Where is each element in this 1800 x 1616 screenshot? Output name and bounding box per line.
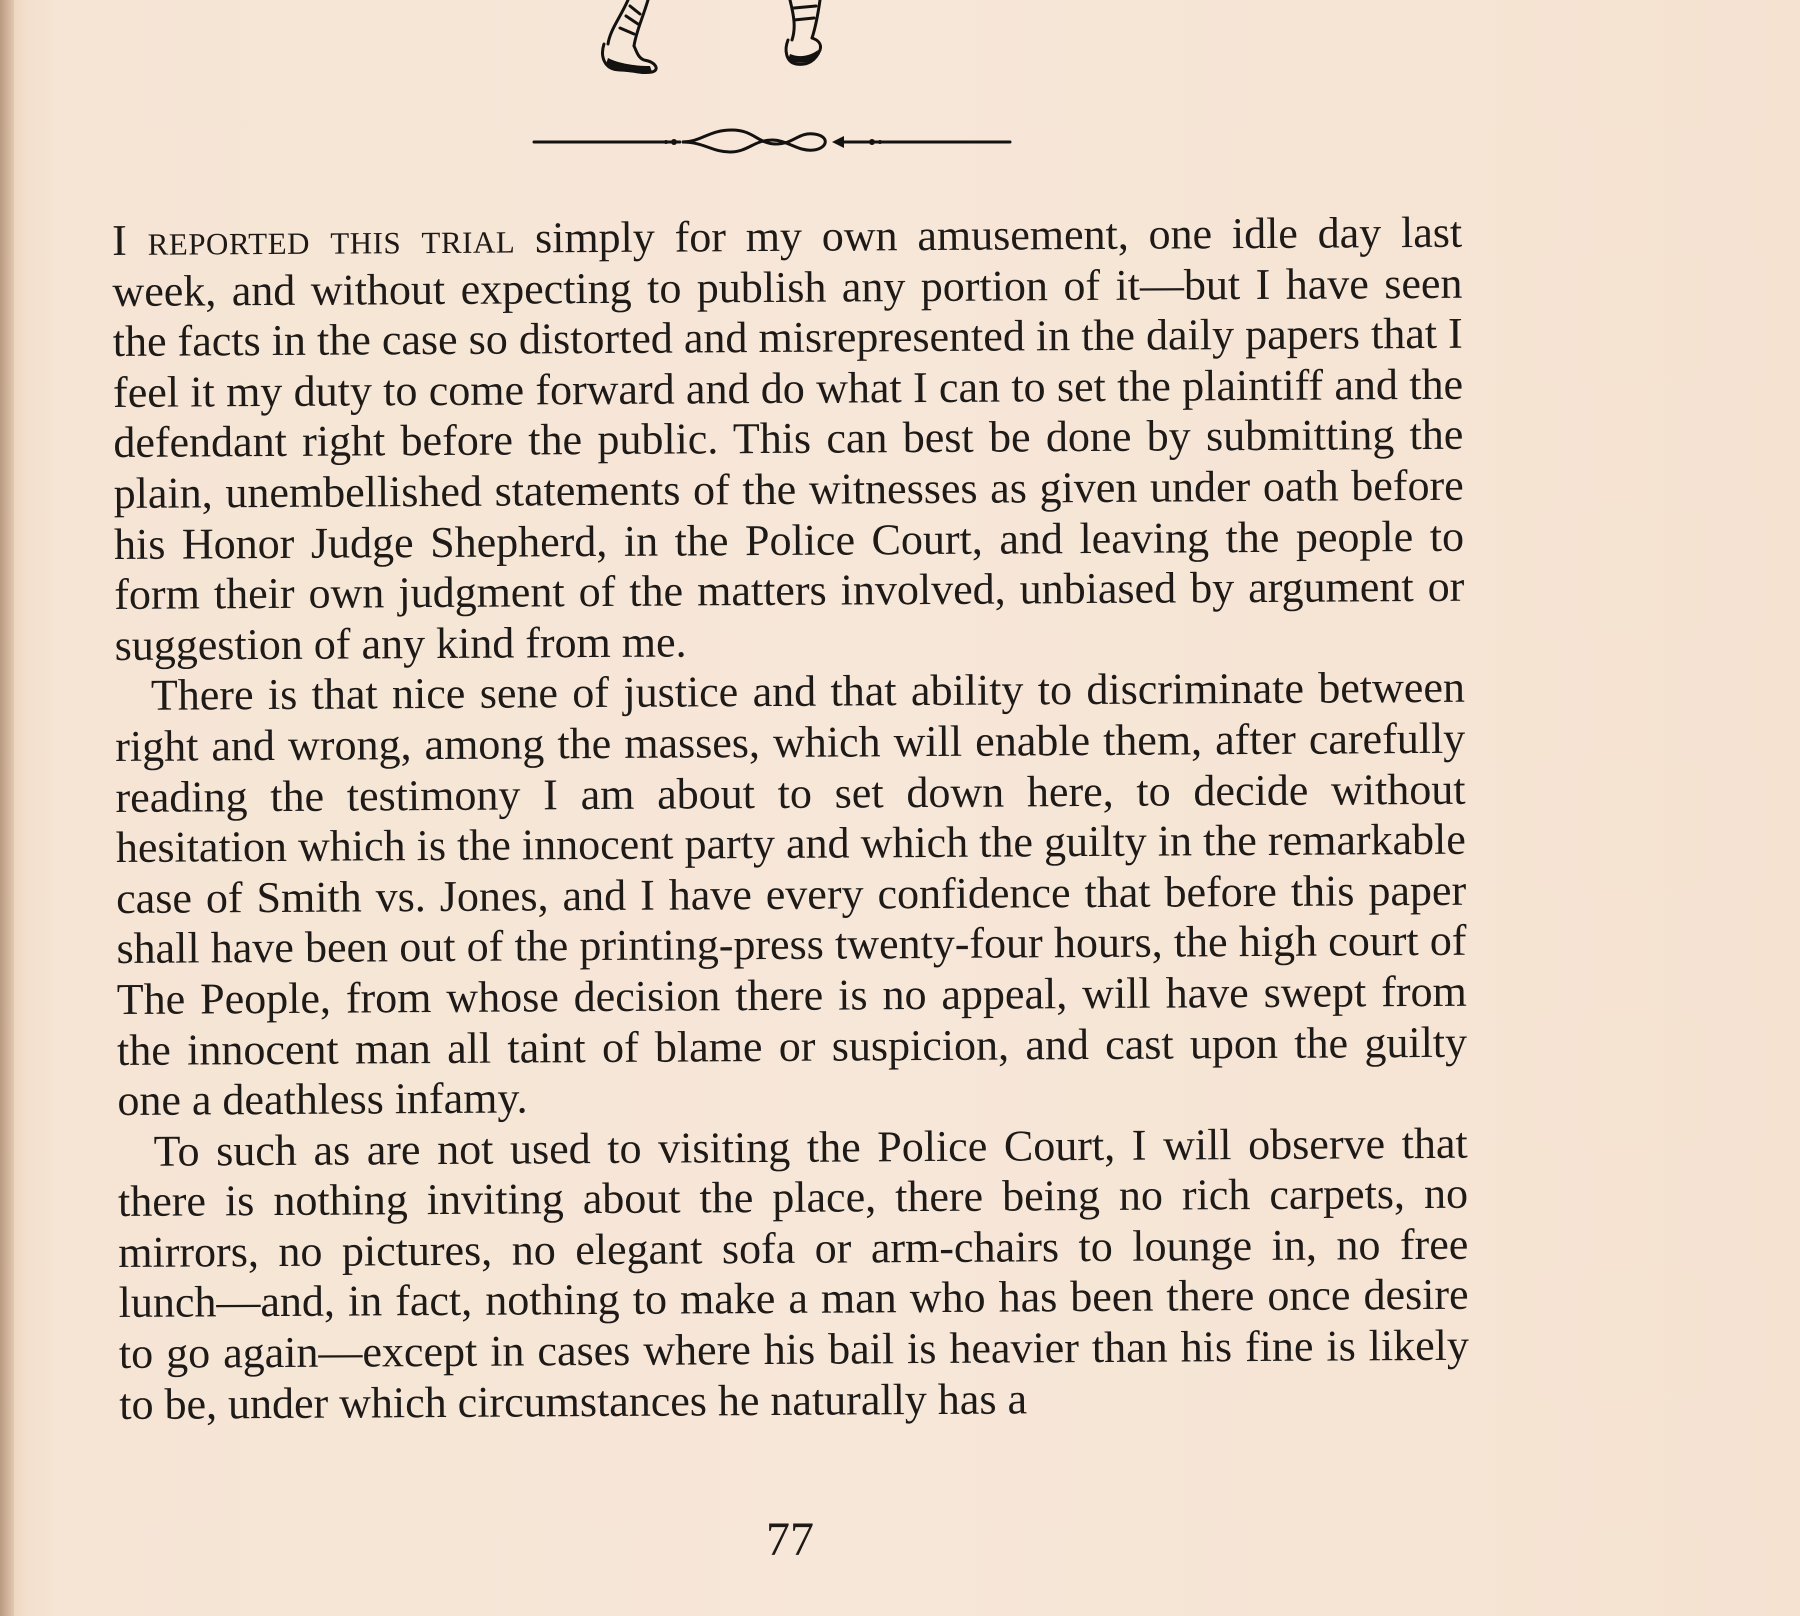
body-text — [112, 208, 1469, 1430]
decorative-divider — [532, 122, 1012, 162]
paragraph-1-text: simply for my own amusement, one idle day last week, and without expecting to publish any portion of it—but I have seen the facts in the case so distorted and misrepresented in the daily papers that I feel it my duty to come forward and do what I can to set the plaintiff and the defendant right before the public. This can best be done by submitting the plain, unembellished statements of the witnesses as given under oath before his Honor Judge Shepherd, in the Police Court, and leaving the people to form their own judgment of the matters involved, unbiased by argument or suggestion of any kind from me. — [112, 207, 1465, 670]
figure-feet-illustration — [590, 0, 910, 100]
page-gutter — [0, 0, 14, 1616]
page-number: 77 — [766, 1513, 814, 1566]
paragraph-2: There is that nice sene of justice and that ability to discriminate between right and wrong, among the masses, which will enable them, after carefully reading the testimony I am about to set down here, to decide without hesitation which is the innocent party and which the guilty in the remarkable case of Smith vs. Jones, and I have every confidence that before this paper shall have been out of the printing-press twenty-four hours, the high court of The People, from whose decision there is no appeal, will have swept from the innocent man all taint of blame or suspicion, and cast upon the guilty one a deathless infamy. — [115, 663, 1468, 1126]
lead-in-smallcaps: I reported this trial — [112, 213, 516, 265]
paragraph-1 — [112, 208, 1465, 672]
paragraph-3: To such as are not used to visiting the Police Court, I will observe that there is nothing inviting about the place, there being no rich carpets, no mirrors, no pictures, no elegant sofa or arm-chairs to lounge in, no free lunch—and, in fact, nothing to make a man who has been there once desire to go again—except in cases where his bail is heavier than his fine is likely to be, under which circumstances he naturally has a — [117, 1118, 1470, 1429]
